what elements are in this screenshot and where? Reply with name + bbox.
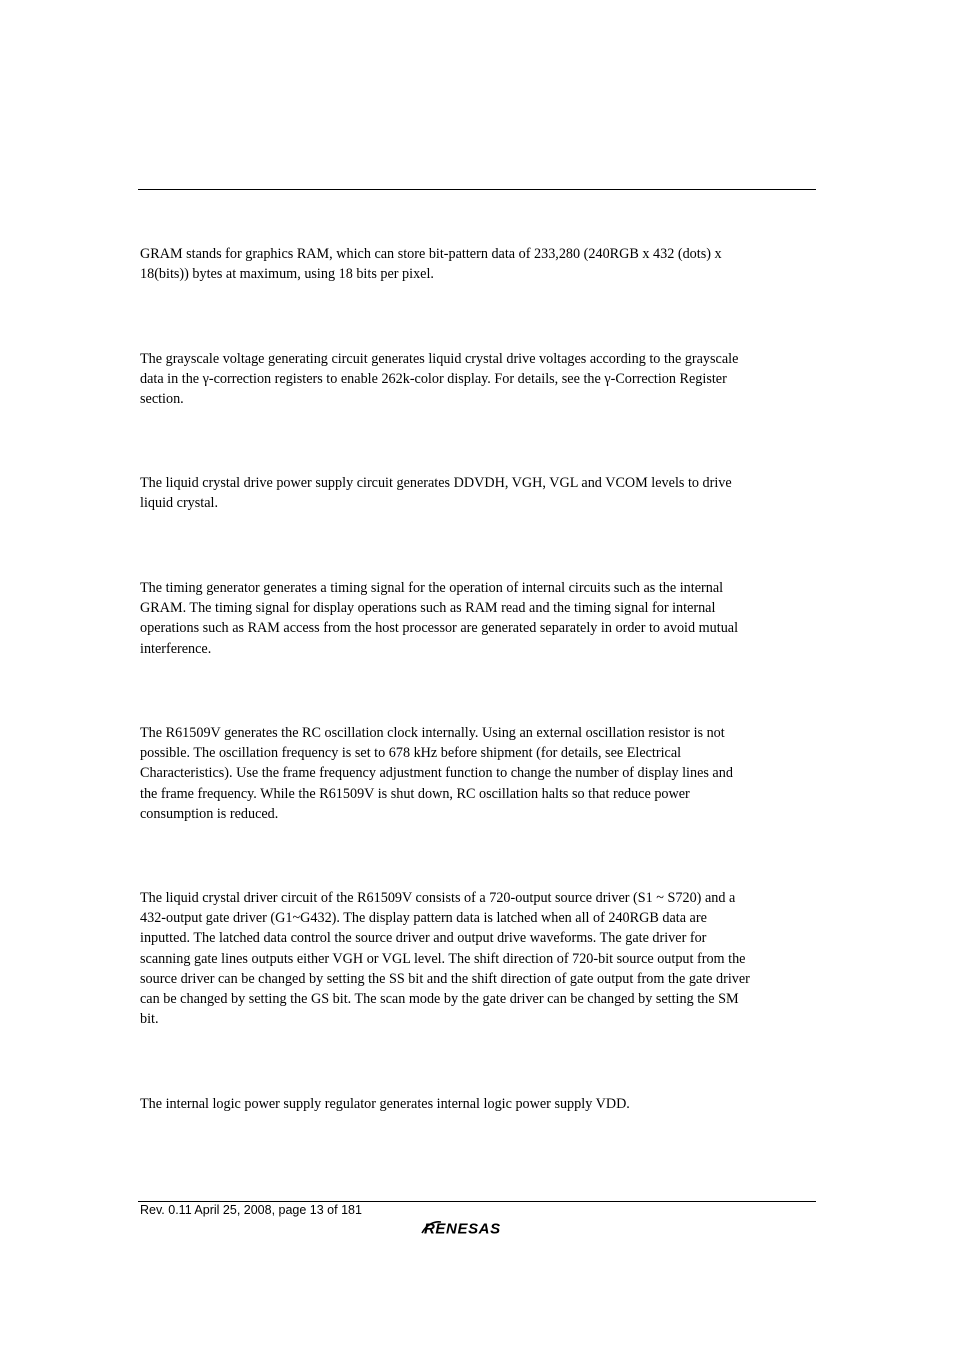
paragraph-timing: The timing generator generates a timing signal for the operation of internal circuits such as the internal GRAM. The timing signal for display operations such as RAM read and the timing signal for internal operations such as RAM access from the host processor are generated separately in order to avoid mutual interference.	[140, 580, 739, 657]
paragraph-regulator: The internal logic power supply regulator generates internal logic power supply VDD.	[140, 1096, 630, 1112]
paragraph-oscillator: The R61509V generates the RC oscillation clock internally. Using an external oscillation resistor is not possible. The oscillation frequency is set to 678 kHz before shipment (for details, see Electrical Characteristics). Use the frame frequency adjustment function to change the number of display lines and the frame frequency. While the R61509V is shut down, RC oscillation halts so that reduce power consumption is reduced.	[140, 725, 733, 822]
svg-text:RENESAS: RENESAS	[424, 1220, 501, 1238]
paragraph-power-supply: The liquid crystal drive power supply circuit generates DDVDH, VGH, VGL and VCOM levels to drive liquid crystal.	[140, 475, 732, 512]
footer-revision: Rev. 0.11 April 25, 2008, page 13 of 181	[140, 1203, 362, 1217]
header-rule	[138, 189, 816, 190]
paragraph-gram: GRAM stands for graphics RAM, which can store bit-pattern data of 233,280 (240RGB x 432 (dots) x 18(bits)) bytes at maximum, using 18 bits per pixel.	[140, 246, 722, 283]
paragraph-driver: The liquid crystal driver circuit of the R61509V consists of a 720-output source driver (S1 ~ S720) and a 432-output gate driver (G1~G432). The display pattern data is latched when all of 240RGB data are inputted. The latched data control the source driver and output drive waveforms. The gate driver for scanning gate lines outputs either VGH or VGL level. The shift direction of 720-bit source output from the source driver can be changed by setting the SS bit and the shift direction of gate output from the gate driver can be changed by setting the GS bit. The scan mode by the gate driver can be changed by setting the SM bit.	[140, 890, 750, 1028]
renesas-logo	[421, 1218, 533, 1238]
paragraph-grayscale: The grayscale voltage generating circuit generates liquid crystal drive voltages according to the grayscale data in the γ-correction registers to enable 262k-color display. For details, see the γ-Correction Register section.	[140, 351, 739, 408]
